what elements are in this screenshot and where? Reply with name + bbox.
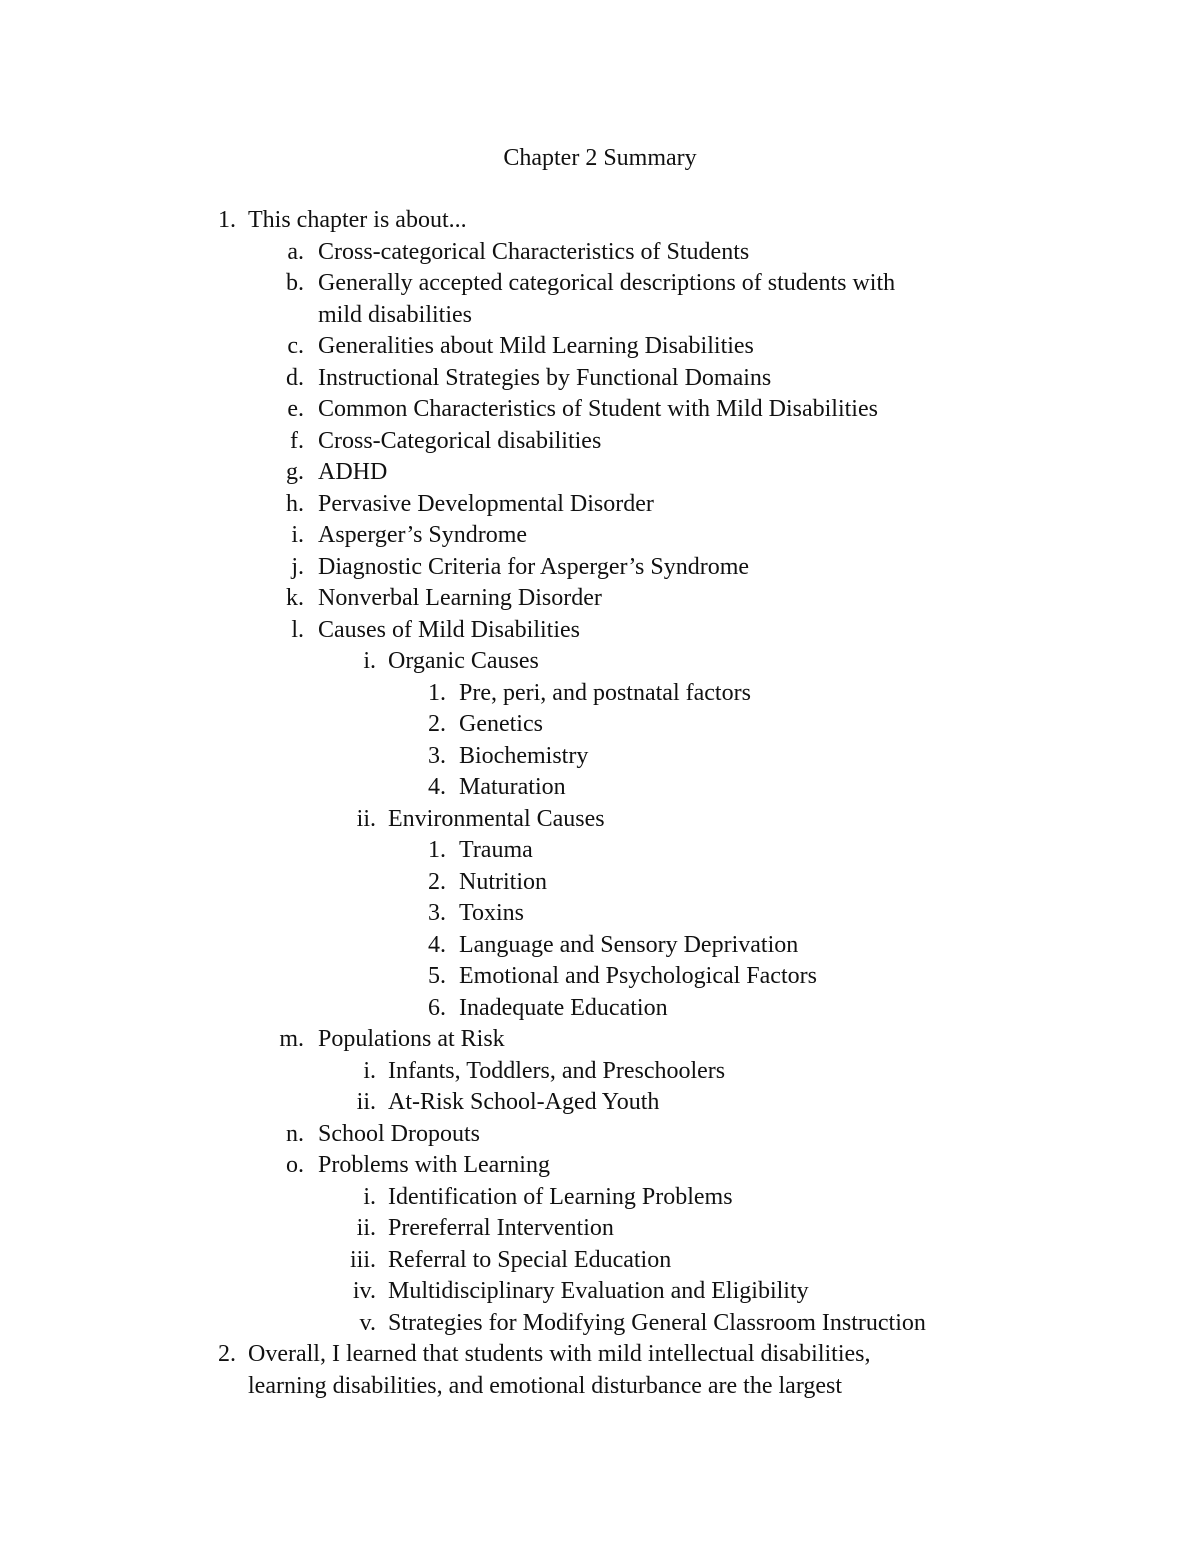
list-marker: c. [287,333,304,359]
list-item-text: Trauma [459,837,533,863]
list-item [0,1339,1200,1371]
list-item-text: Maturation [459,774,566,800]
list-item [0,772,1200,804]
list-item-text: Populations at Risk [318,1026,505,1052]
list-marker: 1. [428,679,446,706]
list-item [0,457,1200,489]
list-item [0,520,1200,552]
list-item [0,237,1200,269]
list-item [0,961,1200,993]
list-item [0,394,1200,426]
list-item [0,930,1200,962]
list-item [0,804,1200,836]
list-item [0,331,1200,363]
list-marker: h. [286,490,304,517]
list-item-text: Organic Causes [388,648,539,674]
list-marker: ii. [356,1089,376,1115]
list-item-text: Identification of Learning Problems [388,1183,733,1210]
list-marker: o. [286,1152,304,1178]
list-item-text: School Dropouts [318,1120,480,1147]
list-item [0,898,1200,930]
list-item [0,1213,1200,1245]
list-marker: i. [363,648,376,674]
list-item-text: Emotional and Psychological Factors [459,963,817,989]
list-item-text: Infants, Toddlers, and Preschoolers [388,1057,726,1084]
list-item-text: Language and Sensory Deprivation [459,931,799,958]
list-item [0,709,1200,741]
list-item [0,426,1200,458]
list-marker: iv. [352,1278,376,1304]
list-item-text: Cross-categorical Characteristics of Students [318,238,750,265]
list-marker: 2. [428,868,446,895]
list-item-text: Environmental Causes [388,805,605,832]
list-marker: 2. [218,1341,236,1367]
list-marker: iii. [349,1246,376,1273]
page-title: Chapter 2 Summary [503,145,697,171]
list-item [0,205,1200,237]
list-marker: i. [363,1057,376,1084]
list-item [0,489,1200,521]
list-item-text: Asperger’s Syndrome [318,522,528,548]
list-item-text: Pervasive Developmental Disorder [318,490,654,517]
list-marker: 5. [428,963,446,989]
list-marker: ii. [356,805,376,832]
list-item-text: Overall, I learned that students with mild intellectual disabilities, [248,1341,871,1367]
list-item [0,1308,1200,1340]
list-item [0,835,1200,867]
list-item-text: Problems with Learning [318,1152,550,1178]
list-item-text: Diagnostic Criteria for Asperger’s Syndrome [318,553,750,580]
list-item [0,1245,1200,1277]
list-item-continuation [0,300,1200,332]
list-item [0,1119,1200,1151]
list-item-text: This chapter is about... [248,207,467,233]
list-item-text: Nutrition [459,868,547,895]
list-marker: n. [286,1120,304,1147]
list-item [0,993,1200,1025]
list-item [0,268,1200,300]
list-marker: 4. [428,931,446,958]
list-item-text: Toxins [459,900,524,926]
list-marker: 3. [428,742,446,769]
list-marker: a. [287,238,304,265]
list-item [0,741,1200,773]
list-item-text: Referral to Special Education [388,1246,672,1273]
list-item-text: Generalities about Mild Learning Disabilities [318,333,754,359]
list-marker: l. [291,616,304,643]
list-item-text: learning disabilities, and emotional disturbance are the largest [248,1372,843,1399]
list-marker: 1. [218,207,236,233]
list-item [0,1087,1200,1119]
list-item-text: ADHD [318,459,388,485]
list-marker: v. [359,1309,376,1336]
list-item-text: Generally accepted categorical descriptions of students with [318,270,896,296]
list-item-text: Biochemistry [459,742,589,769]
list-marker: g. [286,459,304,485]
list-marker: i. [291,522,304,548]
list-item-text: Nonverbal Learning Disorder [318,585,602,611]
list-item-text: Causes of Mild Disabilities [318,616,580,643]
list-marker: 4. [428,774,446,800]
list-marker: e. [287,396,304,422]
list-item [0,1056,1200,1088]
list-item-text: Inadequate Education [459,994,668,1021]
list-item [0,1024,1200,1056]
list-item-text: Instructional Strategies by Functional Domains [318,364,772,391]
list-item [0,1150,1200,1182]
list-item [0,1276,1200,1308]
list-item-text: mild disabilities [318,301,472,328]
list-marker: 1. [428,837,446,863]
list-item-text: Multidisciplinary Evaluation and Eligibility [388,1278,809,1304]
list-item-continuation [0,1371,1200,1403]
list-item [0,1182,1200,1214]
list-item-text: Genetics [459,711,543,737]
list-item [0,615,1200,647]
list-marker: f. [290,427,304,454]
list-marker: m. [279,1026,304,1052]
list-marker: k. [286,585,304,611]
list-marker: ii. [356,1215,376,1241]
list-marker: d. [286,364,304,391]
list-marker: i. [363,1183,376,1210]
list-item-text: Pre, peri, and postnatal factors [459,679,751,706]
list-marker: 6. [428,994,446,1021]
list-item [0,552,1200,584]
list-item-text: Prereferral Intervention [388,1215,614,1241]
list-item-text: Strategies for Modifying General Classroom Instruction [388,1309,926,1336]
list-item [0,678,1200,710]
list-marker: j. [291,553,304,580]
list-item [0,646,1200,678]
list-item [0,583,1200,615]
list-item-text: Common Characteristics of Student with Mild Disabilities [318,396,878,422]
list-marker: b. [286,270,304,296]
list-marker: 3. [428,900,446,926]
list-item-text: Cross-Categorical disabilities [318,427,602,454]
list-item-text: At-Risk School-Aged Youth [388,1089,660,1115]
list-item [0,867,1200,899]
list-item [0,363,1200,395]
list-marker: 2. [428,711,446,737]
